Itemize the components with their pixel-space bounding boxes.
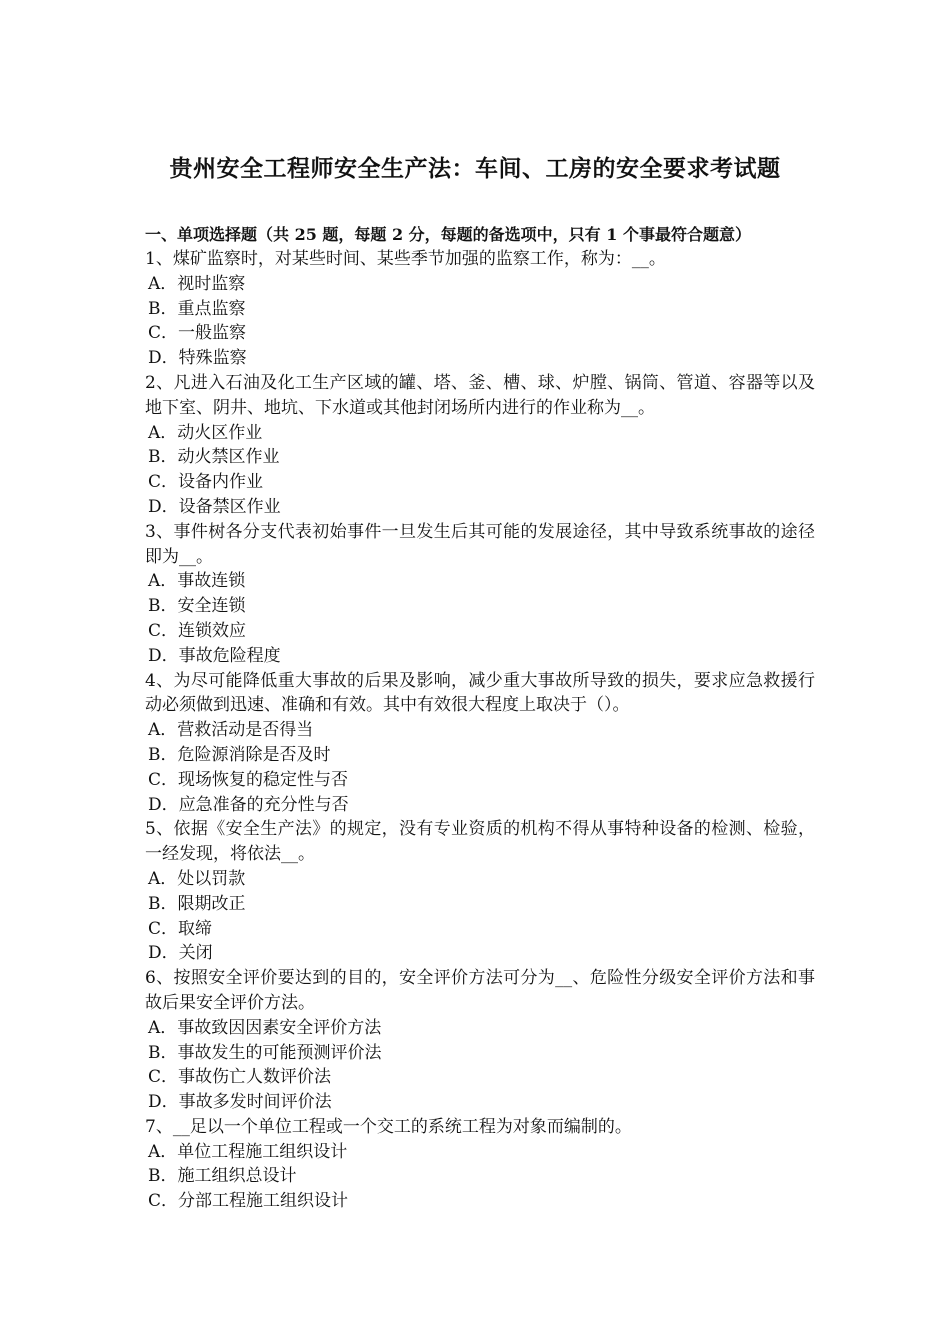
document-content — [145, 222, 815, 1214]
option-b: B．动火禁区作业 — [148, 447, 280, 468]
document-title: 贵州安全工程师安全生产法：车间、工房的安全要求考试题 — [169, 155, 781, 182]
question-text: 2、凡进入石油及化工生产区域的罐、塔、釜、槽、球、炉膛、锅筒、管道、容器等以及地下室、阴井、地坑、下水道或其他封闭场所内进行的作业称为__。 — [145, 372, 815, 418]
option-c: C．取缔 — [148, 918, 213, 939]
option-d: D．设备禁区作业 — [148, 496, 281, 517]
question-text: 5、依据《安全生产法》的规定，没有专业资质的机构不得从事特种设备的检测、检验，一经发现，将依法__。 — [145, 819, 815, 865]
section-heading: 一、单项选择题（共 25 题，每题 2 分，每题的备选项中，只有 1 个事最符合题意） — [145, 225, 751, 244]
question-text: 6、按照安全评价要达到的目的，安全评价方法可分为__、危险性分级安全评价方法和事故后果安全评价方法。 — [145, 968, 815, 1013]
question-4 — [145, 669, 815, 818]
option-b: B．危险源消除是否及时 — [148, 744, 331, 765]
option-a: A．事故致因因素安全评价方法 — [148, 1017, 382, 1038]
option-d: D．事故多发时间评价法 — [148, 1092, 332, 1113]
option-b: B．施工组织总设计 — [148, 1166, 297, 1187]
question-6 — [145, 966, 815, 1115]
question-text: 1、煤矿监察时，对某些时间、某些季节加强的监察工作，称为：__。 — [145, 249, 666, 269]
question-text: 4、为尽可能降低重大事故的后果及影响，减少重大事故所导致的损失，要求应急救援行动必须做到迅速、准确和有效。其中有效很大程度上取决于（）。 — [145, 670, 815, 716]
option-a: A．视时监察 — [148, 273, 246, 294]
option-d: D．特殊监察 — [148, 348, 247, 369]
option-b: B．重点监察 — [148, 298, 246, 319]
option-d: D．事故危险程度 — [148, 645, 281, 666]
option-b: B．安全连锁 — [148, 596, 246, 617]
option-a: A．处以罚款 — [148, 868, 246, 889]
question-3 — [145, 520, 815, 669]
option-b: B．限期改正 — [148, 893, 246, 914]
option-c: C．设备内作业 — [148, 472, 264, 493]
option-a: A．事故连锁 — [148, 571, 246, 592]
option-d: D．关闭 — [148, 943, 213, 964]
option-b: B．事故发生的可能预测评价法 — [148, 1042, 382, 1063]
option-d: D．应急准备的充分性与否 — [148, 794, 349, 815]
option-c: C．连锁效应 — [148, 620, 247, 641]
option-a: A．单位工程施工组织设计 — [148, 1141, 348, 1162]
option-c: C．现场恢复的稳定性与否 — [148, 769, 349, 790]
question-5 — [145, 817, 815, 966]
question-text: 7、__足以一个单位工程或一个交工的系统工程为对象而编制的。 — [145, 1116, 632, 1137]
question-1 — [145, 247, 815, 371]
option-a: A．营救活动是否得当 — [148, 720, 314, 741]
question-2 — [145, 371, 815, 520]
option-a: A．动火区作业 — [148, 422, 263, 443]
question-7 — [145, 1115, 815, 1214]
option-c: C．事故伤亡人数评价法 — [148, 1067, 332, 1088]
question-text: 3、事件树各分支代表初始事件一旦发生后其可能的发展途径，其中导致系统事故的途径即为__。 — [145, 521, 815, 567]
option-c: C．分部工程施工组织设计 — [148, 1191, 349, 1212]
option-c: C．一般监察 — [148, 323, 247, 344]
